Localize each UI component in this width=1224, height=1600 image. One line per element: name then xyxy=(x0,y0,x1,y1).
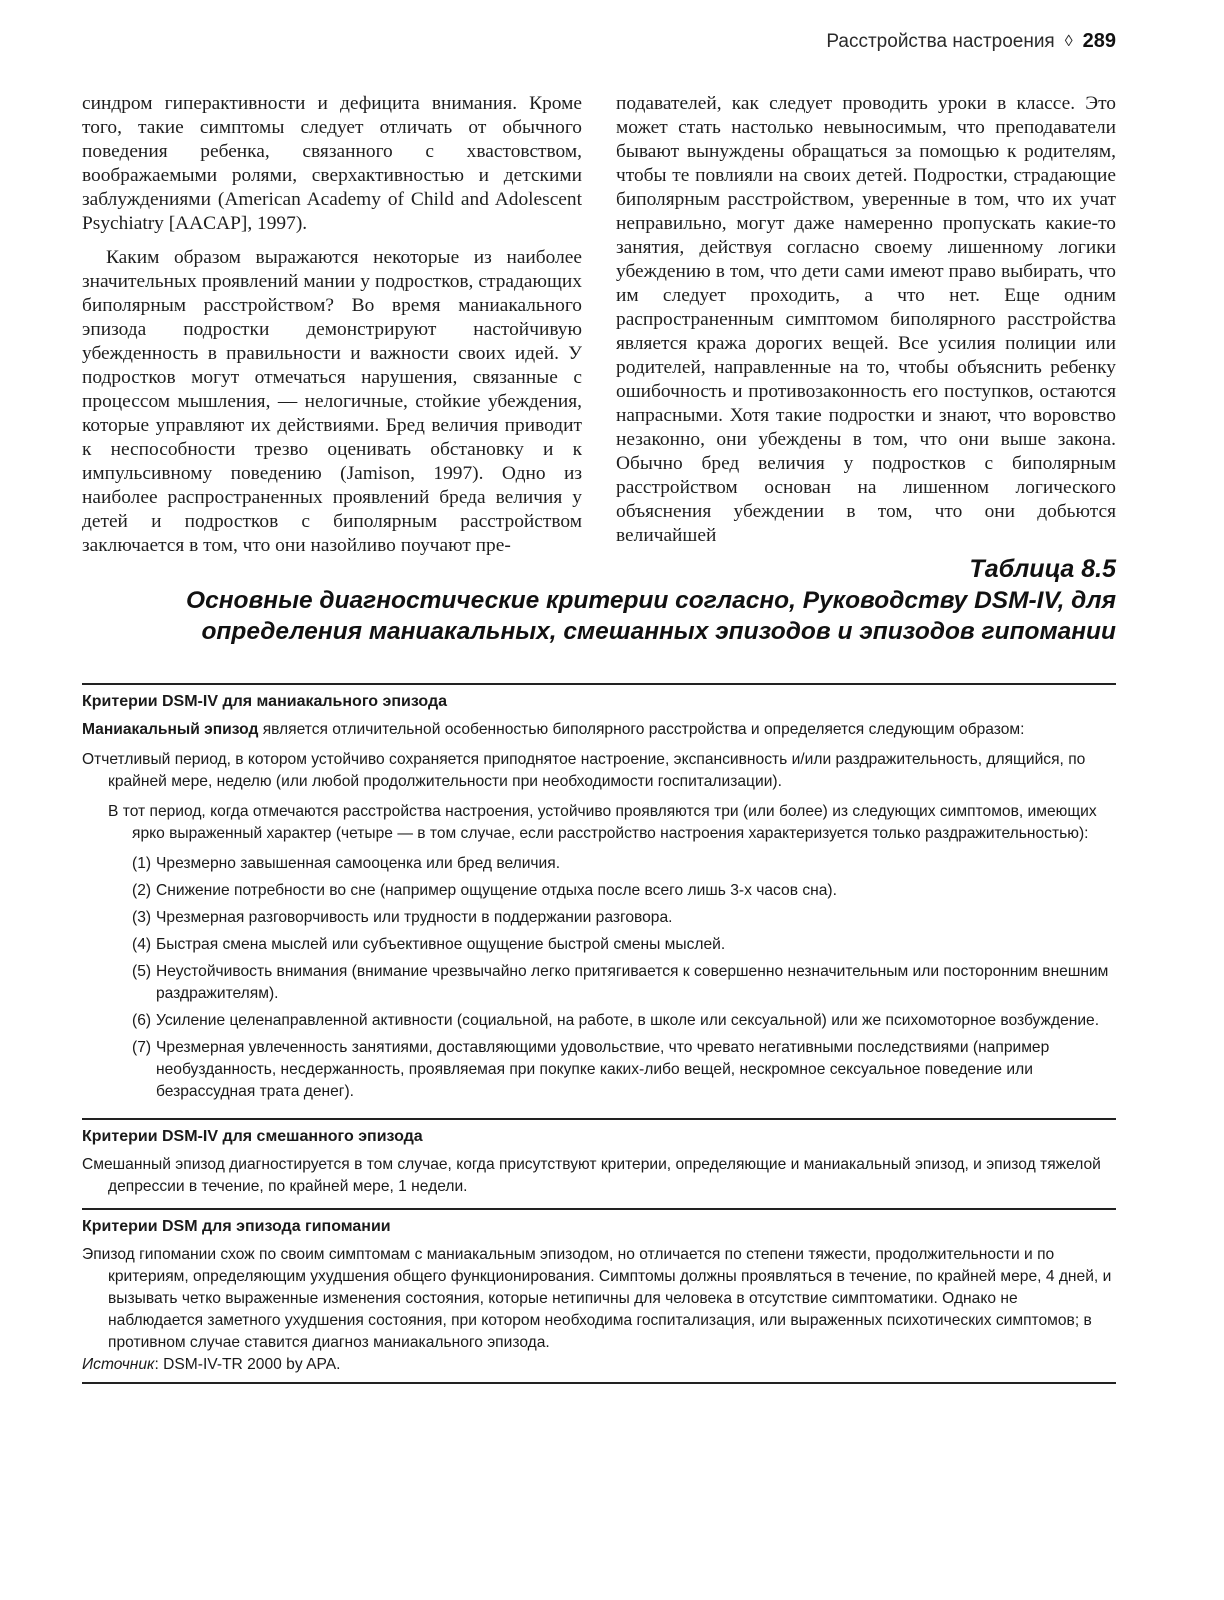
manic-intro-term: Маниакальный эпизод xyxy=(82,721,259,738)
table-caption-line-1: Основные диагностические критерии согласно, Руководству DSM-IV, для xyxy=(186,587,1116,614)
right-column xyxy=(616,92,1116,558)
list-item: (7) Чрезмерная увлеченность занятиями, доставляющими удовольствие, что чревато негативными последствиями (например необузданность, несдержанность, проявляемая при покупке каких-либо вещей, нескромное сексуальное поведение или безрассудная трата денег). xyxy=(132,1039,1050,1100)
mixed-section-title: Критерии DSM-IV для смешанного эпизода xyxy=(82,1128,423,1145)
table-caption-line-2: определения маниакальных, смешанных эпизодов и эпизодов гипомании xyxy=(201,618,1116,645)
manic-criterion-a: Отчетливый период, в котором устойчиво сохраняется приподнятое настроение, экспансивность и/или раздражительность, длящийся, по крайней мере, неделю (или любой продолжительности при необходимости госпитализации). xyxy=(82,751,1086,790)
hypomania-section-title: Критерии DSM для эпизода гипомании xyxy=(82,1218,391,1235)
manic-criterion-b: В тот период, когда отмечаются расстройства настроения, устойчиво проявляются три (или более) из следующих симптомов, имеющих ярко выраженный характер (четыре — в том случае, если расстройство настроения характеризуется только раздражительностью): xyxy=(108,803,1097,842)
manic-intro-text: является отличительной особенностью биполярного расстройства и определяется следующим образом: xyxy=(258,721,1025,738)
hypomania-criterion: Эпизод гипомании схож по своим симптомам с маниакальным эпизодом, но отличается по степени тяжести, продолжительности и по критериям, определяющим ухудшения общего функционирования. Симптомы должны проявляться в течение, по крайней мере, 4 дней, и вызывать четко выраженные изменения состояния, которые нетипичны для человека в отсутствие симптоматики. Однако не наблюдается заметного ухудшения состояния, при котором необходима госпитализация, или выраженных психотических симптомов; в противном случае ставится диагноз маниакального эпизода. xyxy=(82,1246,1112,1351)
section-title: Расстройства настроения xyxy=(826,30,1055,52)
list-item: (2) Снижение потребности во сне (например ощущение отдыха после всего лишь 3-х часов сна). xyxy=(132,882,837,899)
list-item: (5) Неустойчивость внимания (внимание чрезвычайно легко притягивается к совершенно незначительным или посторонним внешним раздражителям). xyxy=(132,963,1109,1002)
right-paragraph-1: подавателей, как следует проводить уроки в классе. Это может стать настолько невыносимым, что преподаватели бывают вынуждены обращаться за помощью к родителям, чтобы те повлияли на своих детей. Подростки, страдающие биполярным расстройством, уверенные в том, что их учат неправильно, могут даже намеренно пропускать какие-то занятия, действуя согласно своему лишенному логики убеждению в том, что дети сами имеют право выбирать, что им следует проходить, а что нет. Еще одним распространенным симптомом биполярного расстройства является кража дорогих вещей. Все усилия полиции или родителей, направленные на то, чтобы объяснить ребенку ошибочность и противозаконность его поступков, остаются напрасными. Хотя такие подростки и знают, что воровство незаконно, они убеждены в том, что они выше закона. Обычно бред величия у подростков с биполярным расстройством основан на лишенном логического объяснения убеждении в том, что они добьются величайшей xyxy=(616,93,1116,546)
left-paragraph-2: Каким образом выражаются некоторые из наиболее значительных проявлений мании у подростков, страдающих биполярным расстройством? Во время маниакального эпизода подростки демонстрируют настойчивую убежденность в правильности и важности своих идей. У подростков могут отмечаться нарушения, связанные с процессом мышления, — нелогичные, стойкие убеждения, которые управляют их действиями. Бред величия приводит к неспособности трезво оценивать обстановку и к импульсивному поведению (Jamison, 1997). Одно из наиболее распространенных проявлений бреда величия у детей и подростков с биполярным расстройством заключается в том, что они назойливо поучают пре- xyxy=(82,247,582,556)
manic-symptom-list xyxy=(132,853,1116,1103)
list-item: (3) Чрезмерная разговорчивость или трудности в поддержании разговора. xyxy=(132,909,673,926)
body-columns xyxy=(82,92,1116,558)
page-number: 289 xyxy=(1082,30,1116,52)
mixed-criterion: Смешанный эпизод диагностируется в том случае, когда присутствуют критерии, определяющие и маниакальный эпизод, и эпизод тяжелой депрессии в течение, по крайней мере, 1 недели. xyxy=(82,1156,1101,1195)
table-rule xyxy=(82,1208,1116,1210)
table-rule xyxy=(82,683,1116,685)
diamond-icon: ◊ xyxy=(1064,32,1073,50)
manic-intro xyxy=(82,719,1116,741)
table-rule xyxy=(82,1382,1116,1384)
list-item: (4) Быстрая смена мыслей или субъективное ощущение быстрой смены мыслей. xyxy=(132,936,726,953)
source-label: Источник xyxy=(82,1356,155,1373)
running-header xyxy=(826,30,1116,53)
table-rule xyxy=(82,1118,1116,1120)
list-item: (1) Чрезмерно завышенная самооценка или бред величия. xyxy=(132,855,561,872)
left-paragraph-1: синдром гиперактивности и дефицита внимания. Кроме того, такие симптомы следует отличать от обычного поведения ребенка, связанного с хвастовством, воображаемыми ролями, сверхактивностью и детскими заблуждениями (American Academy of Child and Adolescent Psychiatry [AACAP], 1997). xyxy=(82,93,582,234)
source-text: : DSM-IV-TR 2000 by APA. xyxy=(154,1356,341,1373)
list-item: (6) Усиление целенаправленной активности (социальной, на работе, в школе или сексуальной) или же психомоторное возбуждение. xyxy=(132,1012,1100,1029)
table-number: Таблица 8.5 xyxy=(969,555,1116,583)
table-caption xyxy=(56,553,1116,647)
left-column xyxy=(82,92,582,558)
manic-section-title: Критерии DSM-IV для маниакального эпизода xyxy=(82,693,447,710)
table-source xyxy=(82,1354,1116,1376)
criteria-table xyxy=(82,683,1116,1384)
